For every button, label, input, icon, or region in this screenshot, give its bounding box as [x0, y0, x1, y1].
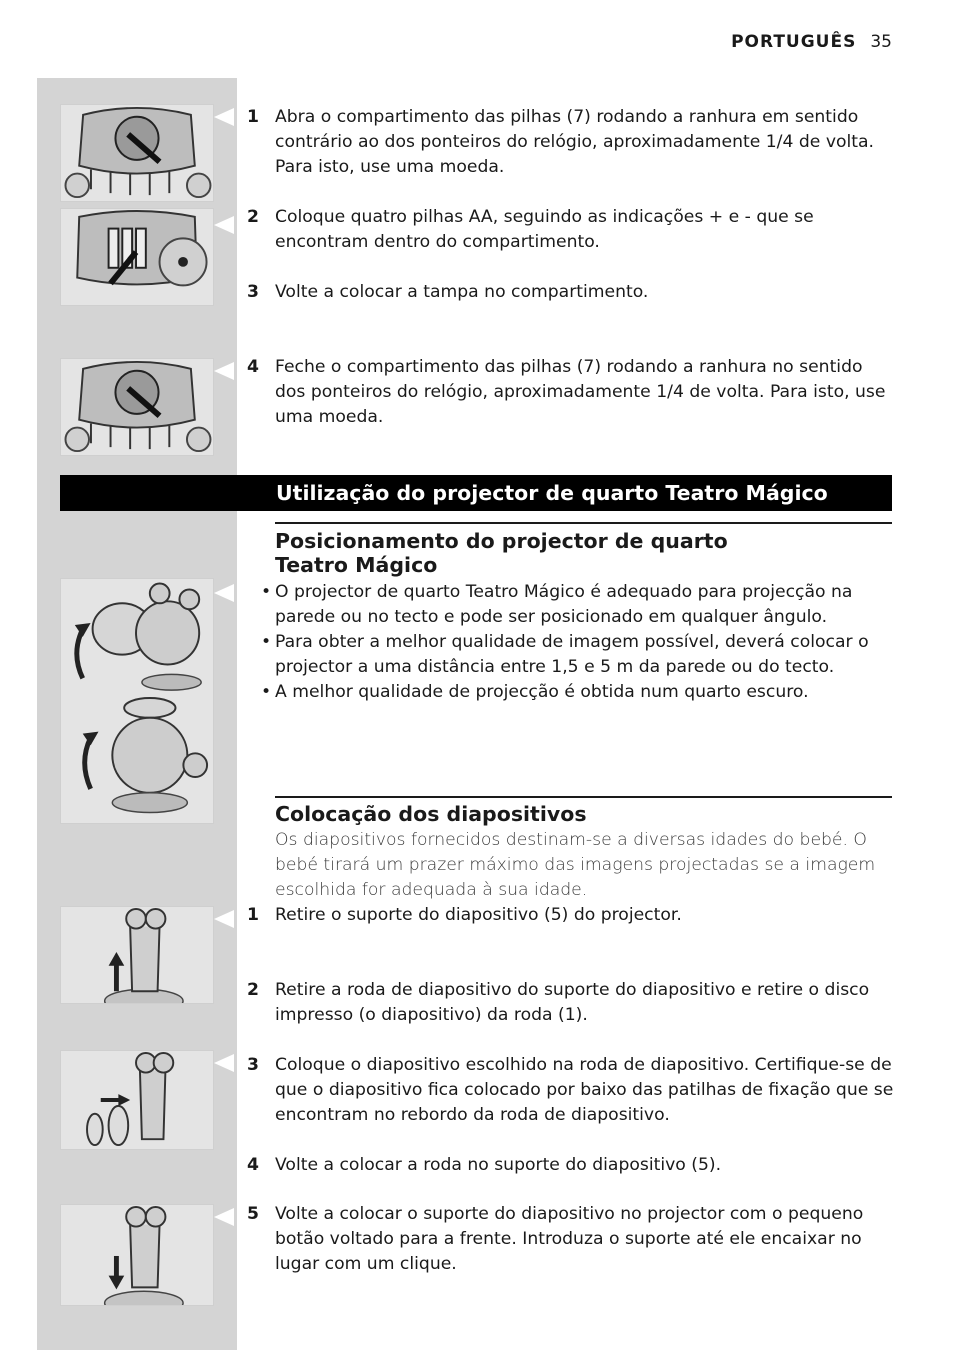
battery-step-1: [247, 105, 897, 180]
step-text: Feche o compartimento das pilhas (7) rodando a ranhura no sentido dos ponteiros do relógio, aproximadamente 1/4 de volta. Para isto, use uma moeda.: [275, 357, 886, 427]
battery-step-2: [247, 205, 897, 255]
language-label: PORTUGUÊS: [731, 32, 857, 52]
step-number: 4: [247, 1155, 259, 1175]
projector-positioning-illustration: [60, 578, 214, 824]
step-text: Retire a roda de diapositivo do suporte do diapositivo e retire o disco impresso (o diapositivo) da roda (1).: [275, 980, 870, 1025]
pointer-arrow: [214, 108, 234, 126]
slide-step-1: [247, 903, 897, 928]
battery-close-illustration: [60, 358, 214, 456]
step-text: Abra o compartimento das pilhas (7) rodando a ranhura em sentido contrário ao dos ponteiros do relógio, aproximadamente 1/4 de volta. Para isto, use uma moeda.: [275, 107, 875, 177]
subsection-rule: [275, 522, 892, 524]
step-number: 3: [247, 282, 259, 302]
step-number: 1: [247, 905, 259, 925]
step-text: Volte a colocar a tampa no compartimento.: [275, 282, 649, 302]
step-number: 4: [247, 357, 259, 377]
list-item: • Para obter a melhor qualidade de imagem possível, deverá colocar o projector a uma distância entre 1,5 e 5 m da parede ou do tecto.: [261, 630, 881, 680]
step-number: 2: [247, 980, 259, 1000]
insert-slide-holder-illustration: [60, 1204, 214, 1306]
battery-step-4: [247, 355, 897, 430]
step-number: 3: [247, 1055, 259, 1075]
step-text: Volte a colocar a roda no suporte do diapositivo (5).: [275, 1155, 722, 1175]
slides-heading: Colocação dos diapositivos: [275, 802, 587, 826]
slide-wheel-illustration: [60, 1050, 214, 1150]
step-number: 5: [247, 1204, 259, 1224]
page-number: 35: [870, 32, 892, 52]
step-text: Coloque o diapositivo escolhido na roda de diapositivo. Certifique-se de que o diapositivo fica colocado por baixo das patilhas de fixação que se encontram no rebordo da roda de diapositivo.: [275, 1055, 894, 1125]
page-header: [731, 32, 892, 52]
step-text: Coloque quatro pilhas AA, seguindo as indicações + e - que se encontram dentro do compartimento.: [275, 207, 814, 252]
battery-step-3: [247, 280, 897, 305]
step-number: 2: [247, 207, 259, 227]
slide-step-4: [247, 1153, 897, 1178]
battery-insert-illustration: [60, 208, 214, 306]
pointer-arrow: [214, 910, 234, 928]
section-title-bar: [60, 475, 892, 511]
pointer-arrow: [214, 1208, 234, 1226]
step-text: Retire o suporte do diapositivo (5) do projector.: [275, 905, 682, 925]
section-title: Utilização do projector de quarto Teatro Mágico: [276, 481, 828, 505]
battery-open-illustration: [60, 104, 214, 202]
slide-step-5: [247, 1202, 897, 1277]
pointer-arrow: [214, 584, 234, 602]
positioning-bullet-list: [261, 580, 881, 705]
slide-step-2: [247, 978, 897, 1028]
remove-slide-holder-illustration: [60, 906, 214, 1004]
list-item: • A melhor qualidade de projecção é obtida num quarto escuro.: [261, 680, 881, 705]
step-number: 1: [247, 107, 259, 127]
subsection-rule: [275, 796, 892, 798]
pointer-arrow: [214, 362, 234, 380]
pointer-arrow: [214, 1054, 234, 1072]
slide-step-3: [247, 1053, 897, 1128]
positioning-heading: Posicionamento do projector de quarto Teatro Mágico: [275, 529, 728, 577]
pointer-arrow: [214, 216, 234, 234]
list-item: • O projector de quarto Teatro Mágico é adequado para projecção na parede ou no tecto e pode ser posicionado em qualquer ângulo.: [261, 580, 881, 630]
slides-intro: Os diapositivos fornecidos destinam-se a diversas idades do bebé. O bebé tirará um prazer máximo das imagens projectadas se a imagem escolhida for adequada à sua idade.: [275, 830, 876, 900]
step-text: Volte a colocar o suporte do diapositivo no projector com o pequeno botão voltado para a frente. Introduza o suporte até ele encaixar no lugar com um clique.: [275, 1204, 864, 1274]
